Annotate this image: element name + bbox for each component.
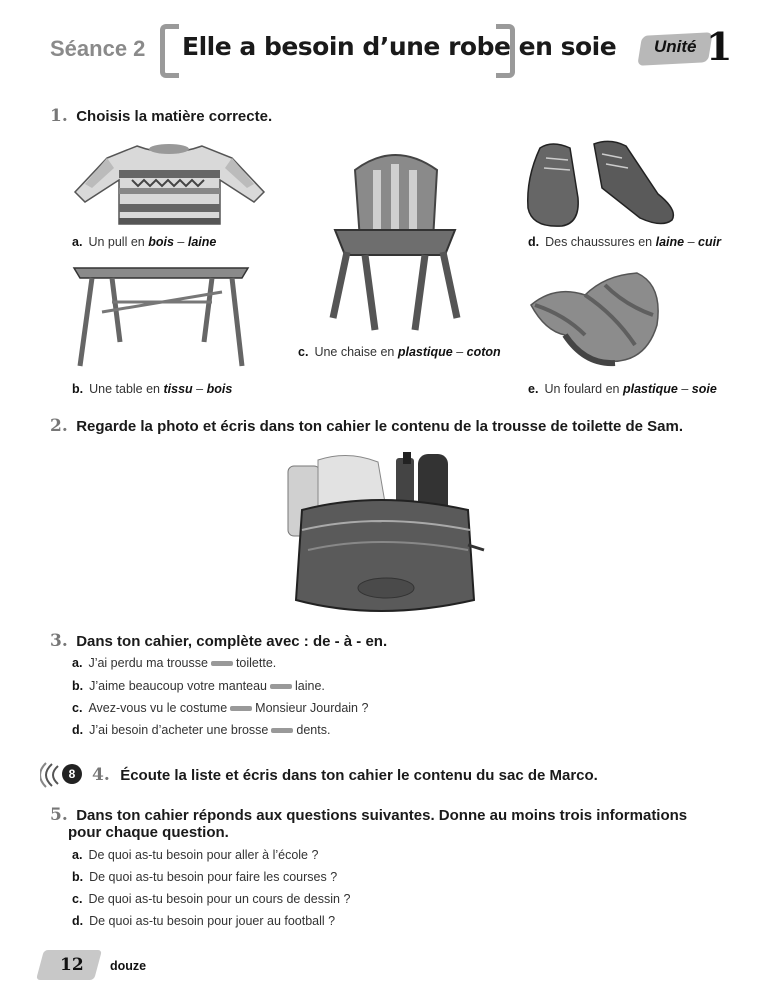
item-text: De quoi as-tu besoin pour un cours de dessin ?: [88, 892, 351, 906]
exercise-instruction: Choisis la matière correcte.: [76, 108, 273, 125]
item-letter: c.: [72, 892, 83, 906]
sound-waves-icon: [40, 762, 62, 788]
option-1: plastique: [622, 382, 678, 396]
lesson-title-frame: [160, 24, 617, 72]
item-after: toilette.: [235, 656, 277, 670]
item-letter: a.: [72, 235, 83, 249]
unit-label: Unité: [654, 37, 697, 56]
option-1: tissu: [163, 382, 193, 396]
item-letter: b.: [72, 870, 84, 884]
item-after: Monsieur Jourdain ?: [255, 701, 369, 715]
item-before: J’aime beaucoup votre manteau: [89, 679, 267, 693]
option-1: plastique: [397, 345, 453, 359]
ex1-item-e: [528, 382, 717, 396]
option-2: soie: [691, 382, 717, 396]
item-text: De quoi as-tu besoin pour jouer au football ?: [89, 914, 336, 928]
bracket-left: [160, 24, 179, 78]
item-text: Une chaise en: [314, 345, 395, 359]
option-1: bois: [148, 235, 174, 249]
page-number-word: douze: [110, 959, 147, 973]
option-2: cuir: [698, 235, 721, 249]
item-letter: e.: [528, 382, 539, 396]
ex3-item-c: [72, 701, 368, 715]
scarf-image: [525, 265, 665, 370]
exercise-number: 3.: [50, 631, 68, 651]
exercise-4-heading: [92, 765, 598, 785]
ex5-item-c: [72, 892, 350, 906]
option-1: laine: [655, 235, 685, 249]
shoes-image: [522, 138, 682, 230]
session-label: Séance 2: [50, 36, 146, 61]
item-before: Avez-vous vu le costume: [88, 701, 228, 715]
item-letter: a.: [72, 848, 83, 862]
item-letter: b.: [72, 382, 84, 396]
option-2: bois: [206, 382, 233, 396]
item-text: Une table en: [89, 382, 160, 396]
fill-blank: [230, 706, 252, 711]
ex5-item-b: [72, 870, 337, 884]
ex3-item-a: [72, 656, 276, 670]
item-text: Des chaussures en: [545, 235, 653, 249]
exercise-instruction: Dans ton cahier, complète avec : de - à - en.: [76, 633, 388, 650]
unit-number: 1: [706, 24, 733, 69]
option-2: laine: [187, 235, 217, 249]
item-after: laine.: [295, 679, 325, 693]
item-letter: b.: [72, 679, 84, 693]
exercise-2-heading: [50, 416, 683, 436]
exercise-number: 2.: [50, 416, 68, 436]
exercise-instruction: Écoute la liste et écris dans ton cahier le contenu du sac de Marco.: [120, 767, 598, 784]
ex3-item-b: [72, 679, 325, 693]
ex3-item-d: [72, 723, 330, 737]
item-letter: d.: [72, 914, 84, 928]
item-after: dents.: [296, 723, 331, 737]
item-before: J’ai perdu ma trousse: [88, 656, 208, 670]
separator: –: [681, 382, 689, 396]
ex5-item-a: [72, 848, 318, 862]
ex1-item-a: [72, 235, 216, 249]
separator: –: [196, 382, 204, 396]
item-text: De quoi as-tu besoin pour aller à l’école ?: [88, 848, 319, 862]
toiletry-bag-image: [278, 450, 486, 622]
exercise-instruction-line-2: pour chaque question.: [68, 824, 229, 841]
unit-badge: [640, 24, 733, 70]
sweater-image: [72, 140, 267, 228]
item-letter: a.: [72, 656, 83, 670]
separator: –: [456, 345, 464, 359]
lesson-title: Elle a besoin d’une robe en soie: [182, 32, 617, 61]
separator: –: [177, 235, 185, 249]
exercise-instruction-line-1: Dans ton cahier réponds aux questions suivantes. Donne au moins trois informations: [76, 807, 688, 824]
ex5-item-d: [72, 914, 335, 928]
item-letter: d.: [528, 235, 540, 249]
exercise-instruction: Regarde la photo et écris dans ton cahier le contenu de la trousse de toilette de Sam.: [76, 418, 684, 435]
exercise-number: 1.: [50, 106, 68, 126]
fill-blank: [271, 728, 293, 733]
page-number: 12: [60, 955, 84, 975]
exercise-3-heading: [50, 631, 387, 651]
track-number: 8: [62, 764, 82, 784]
item-text: Un foulard en: [544, 382, 620, 396]
ex1-item-d: [528, 235, 721, 249]
fill-blank: [211, 661, 233, 666]
item-letter: c.: [72, 701, 83, 715]
chair-image: [325, 140, 465, 335]
audio-track-marker: [40, 762, 90, 788]
ex1-item-c: [298, 345, 501, 359]
item-before: J’ai besoin d’acheter une brosse: [89, 723, 269, 737]
option-2: coton: [466, 345, 501, 359]
ex1-item-b: [72, 382, 232, 396]
separator: –: [687, 235, 695, 249]
exercise-1-heading: [50, 106, 272, 126]
item-letter: d.: [72, 723, 84, 737]
fill-blank: [270, 684, 292, 689]
item-text: Un pull en: [88, 235, 145, 249]
table-image: [72, 262, 252, 372]
item-text: De quoi as-tu besoin pour faire les courses ?: [89, 870, 338, 884]
exercise-5-heading: [50, 805, 687, 825]
item-letter: c.: [298, 345, 309, 359]
exercise-number: 4.: [92, 765, 110, 785]
exercise-number: 5.: [50, 805, 68, 825]
